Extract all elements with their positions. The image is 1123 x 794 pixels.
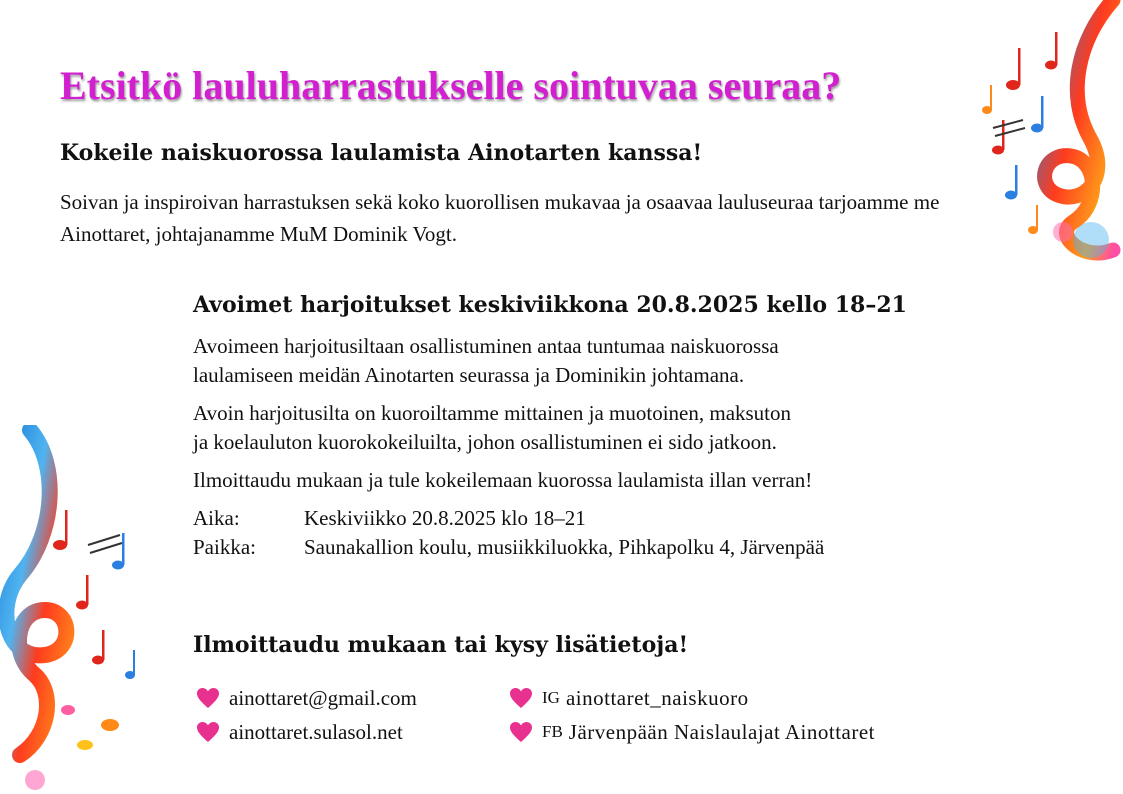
poster-title: Etsitkö lauluharrastukselle sointuvaa seuraa? [60,63,842,108]
place-label: Paikka: [193,535,256,559]
poster-subtitle: Kokeile naiskuorossa laulamista Ainotarten kanssa! [60,140,703,166]
contact-email[interactable] [196,683,509,713]
music-notes-illustration-top-right [973,0,1123,270]
event-heading: Avoimet harjoitukset keskiviikkona 20.8.2025 kello 18–21 [193,292,907,318]
instagram-handle[interactable]: ainottaret_naiskuoro [565,686,749,710]
facebook-name[interactable]: Järvenpään Naislaulajat Ainottaret [568,720,876,744]
event-paragraph-2: Avoin harjoitusilta on kuoroiltamme mittainen ja muotoinen, maksuton ja koelauluton kuorokokeiluilta, johon osallistuminen ei sido jatkoon. [193,401,792,454]
intro-paragraph: Soivan ja inspiroivan harrastuksen sekä koko kuorollisen mukavaa ja osaavaa lauluseuraa tarjoamme me Ainottaret, johtajanamme MuM Dominik Vogt. [60,190,940,246]
contact-heading: Ilmoittaudu mukaan tai kysy lisätietoja! [193,632,689,658]
event-paragraph-1: Avoimeen harjoitusiltaan osallistuminen antaa tuntumaa naiskuorossa laulamiseen meidän Ainotarten seurassa ja Dominikin johtamana. [193,334,779,387]
event-section [193,292,1093,562]
instagram-prefix: IG [542,688,560,707]
heart-icon [196,721,220,743]
website-link[interactable]: ainottaret.sulasol.net [229,720,403,744]
contact-facebook[interactable] [509,717,875,747]
event-details [193,504,1093,562]
music-notes-illustration-bottom-left [0,425,160,794]
place-row [193,533,1093,562]
heart-icon [509,687,533,709]
contact-website[interactable] [196,717,509,747]
place-value: Saunakallion koulu, musiikkiluokka, Pihkapolku 4, Järvenpää [304,535,825,559]
email-link[interactable]: ainottaret@gmail.com [229,686,417,710]
facebook-prefix: FB [542,722,563,741]
time-label: Aika: [193,506,240,530]
heart-icon [509,721,533,743]
heart-icon [196,687,220,709]
time-value: Keskiviikko 20.8.2025 klo 18–21 [304,506,586,530]
event-paragraph-3: Ilmoittaudu mukaan ja tule kokeilemaan kuorossa laulamista illan verran! [193,468,813,492]
contact-instagram[interactable] [509,683,875,713]
time-row [193,504,1093,533]
contact-list [196,683,875,747]
